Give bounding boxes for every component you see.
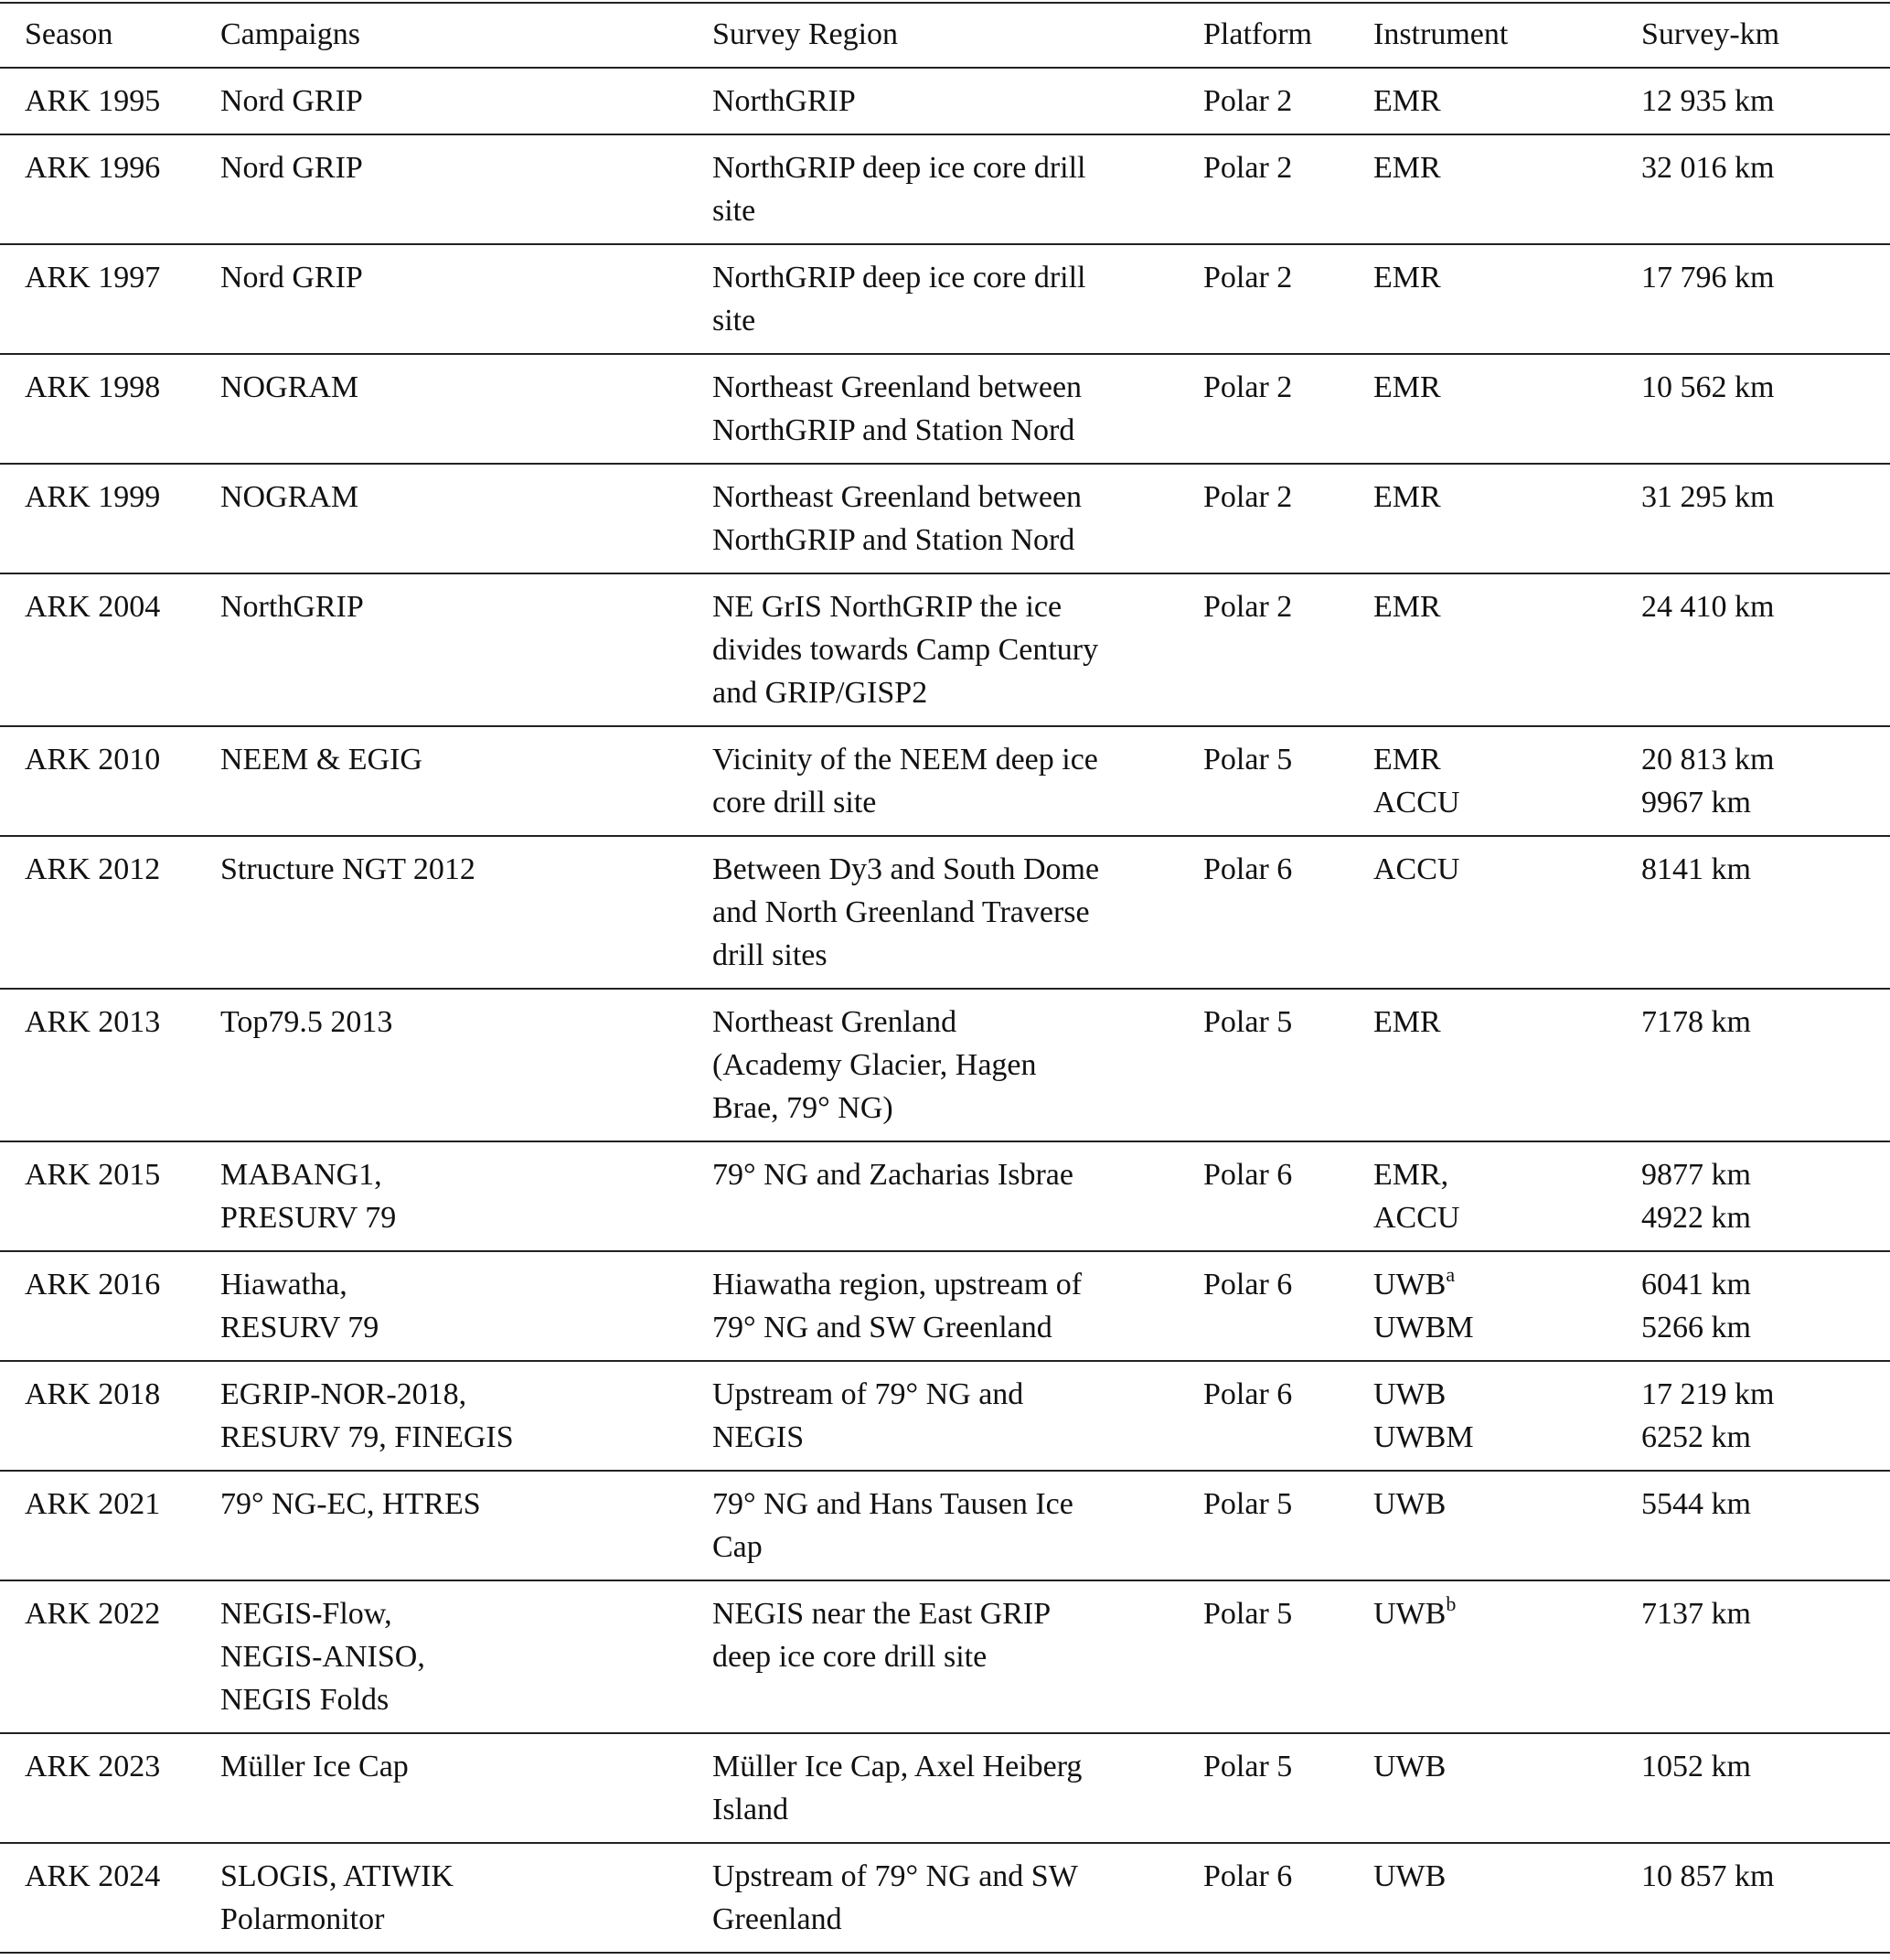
region-line: and GRIP/GISP2 <box>712 676 928 710</box>
campaign-line: PRESURV 79 <box>220 1201 397 1235</box>
instrument-line <box>1373 738 1641 781</box>
instrument-line <box>1373 1416 1641 1459</box>
instrument-cell <box>1373 134 1641 244</box>
table-row <box>0 1580 1890 1733</box>
instrument-cell <box>1373 244 1641 354</box>
campaigns-cell <box>220 1733 712 1843</box>
survey-km-cell <box>1641 134 1890 244</box>
campaigns-cell <box>220 1580 712 1733</box>
platform-cell: Polar 6 <box>1203 852 1293 886</box>
table-body <box>0 68 1890 1953</box>
instrument-name: ACCU <box>1373 852 1460 886</box>
instrument-name: EMR <box>1373 261 1441 295</box>
header-survey-km: Survey-km <box>1641 17 1780 51</box>
campaigns-cell <box>220 1251 712 1361</box>
survey-campaigns-table <box>0 2 1890 1954</box>
survey-km-cell <box>1641 573 1890 726</box>
survey-km-line: 31 295 km <box>1641 480 1775 514</box>
survey-km-line: 10 562 km <box>1641 370 1775 404</box>
season-cell: ARK 1996 <box>25 151 161 185</box>
header-survey-region: Survey Region <box>712 17 899 51</box>
campaigns-cell <box>220 134 712 244</box>
survey-km-line: 5266 km <box>1641 1311 1751 1344</box>
instrument-name: ACCU <box>1373 1201 1460 1235</box>
instrument-cell <box>1373 1733 1641 1843</box>
campaigns-cell <box>220 1141 712 1251</box>
region-line: Vicinity of the NEEM deep ice <box>712 743 1098 777</box>
table-row <box>0 354 1890 464</box>
platform-cell: Polar 2 <box>1203 590 1293 624</box>
instrument-line <box>1373 1483 1641 1526</box>
campaigns-cell <box>220 1471 712 1580</box>
survey-km-line: 7178 km <box>1641 1005 1751 1039</box>
survey-km-line: 9967 km <box>1641 786 1751 819</box>
instrument-line <box>1373 1001 1641 1044</box>
instrument-name: UWB <box>1373 1597 1447 1631</box>
survey-km-line: 8141 km <box>1641 852 1751 886</box>
region-line: NE GrIS NorthGRIP the ice <box>712 590 1062 624</box>
instrument-line <box>1373 1745 1641 1788</box>
platform-cell: Polar 6 <box>1203 1158 1293 1192</box>
survey-region-cell <box>712 989 1203 1141</box>
campaign-line: Top79.5 2013 <box>220 1005 393 1039</box>
survey-km-cell <box>1641 68 1890 134</box>
platform-cell: Polar 5 <box>1203 1597 1293 1631</box>
instrument-cell <box>1373 1361 1641 1471</box>
region-line: 79° NG and Hans Tausen Ice <box>712 1487 1073 1521</box>
campaign-line: NOGRAM <box>220 480 359 514</box>
survey-region-cell <box>712 134 1203 244</box>
campaigns-cell <box>220 989 712 1141</box>
platform-cell: Polar 2 <box>1203 151 1293 185</box>
survey-region-cell <box>712 354 1203 464</box>
instrument-line <box>1373 1855 1641 1898</box>
header-row <box>0 3 1890 68</box>
survey-km-line: 12 935 km <box>1641 84 1775 118</box>
survey-km-cell <box>1641 1580 1890 1733</box>
instrument-line <box>1373 781 1641 824</box>
season-cell: ARK 1998 <box>25 370 161 404</box>
survey-km-line: 17 219 km <box>1641 1377 1775 1411</box>
region-line: core drill site <box>712 786 877 819</box>
campaign-line: Müller Ice Cap <box>220 1750 409 1783</box>
region-line: NEGIS near the East GRIP <box>712 1597 1052 1631</box>
survey-km-cell <box>1641 1843 1890 1953</box>
region-line: Northeast Greenland between <box>712 370 1083 404</box>
region-line: 79° NG and SW Greenland <box>712 1311 1052 1344</box>
instrument-line <box>1373 80 1641 123</box>
instrument-cell <box>1373 836 1641 989</box>
campaign-line: RESURV 79 <box>220 1311 379 1344</box>
survey-region-cell <box>712 464 1203 573</box>
instrument-cell <box>1373 573 1641 726</box>
region-line: NorthGRIP deep ice core drill <box>712 261 1086 295</box>
region-line: NorthGRIP deep ice core drill <box>712 151 1086 185</box>
survey-km-line: 10 857 km <box>1641 1859 1775 1893</box>
survey-region-cell <box>712 573 1203 726</box>
region-line: Northeast Greenland between <box>712 480 1083 514</box>
survey-region-cell <box>712 836 1203 989</box>
instrument-name: UWB <box>1373 1268 1447 1301</box>
instrument-line <box>1373 1263 1641 1306</box>
season-cell: ARK 2023 <box>25 1750 161 1783</box>
instrument-name: UWB <box>1373 1750 1447 1783</box>
region-line: site <box>712 304 756 337</box>
platform-cell: Polar 5 <box>1203 1005 1293 1039</box>
table-row <box>0 836 1890 989</box>
instrument-line <box>1373 585 1641 628</box>
region-line: Upstream of 79° NG and <box>712 1377 1024 1411</box>
season-cell: ARK 1997 <box>25 261 161 295</box>
survey-km-cell <box>1641 989 1890 1141</box>
campaign-line: NorthGRIP <box>220 590 364 624</box>
season-cell: ARK 1999 <box>25 480 161 514</box>
table-row <box>0 68 1890 134</box>
campaign-line: SLOGIS, ATIWIK <box>220 1859 454 1893</box>
campaign-line: RESURV 79, FINEGIS <box>220 1420 514 1454</box>
instrument-line <box>1373 1153 1641 1196</box>
survey-km-line: 5544 km <box>1641 1487 1751 1521</box>
region-line: Between Dy3 and South Dome <box>712 852 1100 886</box>
instrument-line <box>1373 1373 1641 1416</box>
survey-km-cell <box>1641 836 1890 989</box>
survey-region-cell <box>712 68 1203 134</box>
table-row <box>0 1141 1890 1251</box>
survey-km-cell <box>1641 354 1890 464</box>
instrument-line <box>1373 366 1641 409</box>
survey-km-cell <box>1641 1361 1890 1471</box>
campaigns-cell <box>220 354 712 464</box>
season-cell: ARK 2021 <box>25 1487 161 1521</box>
footnote-marker: a <box>1446 1263 1456 1286</box>
survey-km-line: 24 410 km <box>1641 590 1775 624</box>
season-cell: ARK 2015 <box>25 1158 161 1192</box>
header-platform: Platform <box>1203 17 1312 51</box>
instrument-line <box>1373 1196 1641 1239</box>
survey-region-cell <box>712 726 1203 836</box>
footnote-marker: b <box>1446 1592 1457 1615</box>
survey-km-cell <box>1641 244 1890 354</box>
platform-cell: Polar 2 <box>1203 370 1293 404</box>
instrument-line <box>1373 848 1641 891</box>
campaigns-cell <box>220 836 712 989</box>
region-line: Brae, 79° NG) <box>712 1091 893 1125</box>
region-line: Hiawatha region, upstream of <box>712 1268 1083 1301</box>
region-line: Greenland <box>712 1902 842 1936</box>
platform-cell: Polar 6 <box>1203 1268 1293 1301</box>
header-campaigns: Campaigns <box>220 17 360 51</box>
instrument-cell <box>1373 68 1641 134</box>
survey-km-cell <box>1641 464 1890 573</box>
instrument-name: UWB <box>1373 1859 1447 1893</box>
table-row <box>0 726 1890 836</box>
instrument-name: UWBM <box>1373 1311 1474 1344</box>
instrument-line <box>1373 1306 1641 1349</box>
table-row <box>0 244 1890 354</box>
survey-km-line: 1052 km <box>1641 1750 1751 1783</box>
season-cell: ARK 2022 <box>25 1597 161 1631</box>
campaign-line: NEEM & EGIG <box>220 743 422 777</box>
campaign-line: Nord GRIP <box>220 151 363 185</box>
instrument-cell <box>1373 1843 1641 1953</box>
header-season: Season <box>25 17 113 51</box>
survey-km-cell <box>1641 1141 1890 1251</box>
survey-region-cell <box>712 1843 1203 1953</box>
season-cell: ARK 2004 <box>25 590 161 624</box>
platform-cell: Polar 2 <box>1203 261 1293 295</box>
survey-region-cell <box>712 1361 1203 1471</box>
survey-region-cell <box>712 1733 1203 1843</box>
platform-cell: Polar 2 <box>1203 84 1293 118</box>
region-line: Müller Ice Cap, Axel Heiberg <box>712 1750 1083 1783</box>
region-line: (Academy Glacier, Hagen <box>712 1048 1037 1082</box>
survey-km-line: 7137 km <box>1641 1597 1751 1631</box>
instrument-name: EMR <box>1373 743 1441 777</box>
instrument-cell <box>1373 726 1641 836</box>
instrument-name: UWBM <box>1373 1420 1474 1454</box>
campaign-line: EGRIP-NOR-2018, <box>220 1377 467 1411</box>
header-instrument: Instrument <box>1373 17 1509 51</box>
survey-km-line: 6252 km <box>1641 1420 1751 1454</box>
instrument-name: EMR, <box>1373 1158 1449 1192</box>
instrument-cell <box>1373 1251 1641 1361</box>
campaign-line: Hiawatha, <box>220 1268 347 1301</box>
table-header <box>0 3 1890 68</box>
platform-cell: Polar 5 <box>1203 1750 1293 1783</box>
survey-km-line: 20 813 km <box>1641 743 1775 777</box>
survey-km-line: 6041 km <box>1641 1268 1751 1301</box>
region-line: 79° NG and Zacharias Isbrae <box>712 1158 1073 1192</box>
region-line: site <box>712 194 756 228</box>
instrument-line <box>1373 256 1641 299</box>
instrument-line <box>1373 1592 1641 1635</box>
instrument-name: EMR <box>1373 151 1441 185</box>
survey-km-cell <box>1641 1471 1890 1580</box>
campaign-line: Structure NGT 2012 <box>220 852 475 886</box>
campaign-line: NOGRAM <box>220 370 359 404</box>
region-line: and North Greenland Traverse <box>712 895 1090 929</box>
survey-km-line: 32 016 km <box>1641 151 1775 185</box>
survey-km-cell <box>1641 726 1890 836</box>
instrument-cell <box>1373 1471 1641 1580</box>
campaigns-cell <box>220 464 712 573</box>
table-row <box>0 464 1890 573</box>
instrument-cell <box>1373 1141 1641 1251</box>
survey-region-cell <box>712 1471 1203 1580</box>
survey-km-line: 17 796 km <box>1641 261 1775 295</box>
campaigns-cell <box>220 244 712 354</box>
campaign-line: Nord GRIP <box>220 261 363 295</box>
region-line: divides towards Camp Century <box>712 633 1099 667</box>
table-row <box>0 1361 1890 1471</box>
instrument-name: UWB <box>1373 1487 1447 1521</box>
campaign-line: Polarmonitor <box>220 1902 385 1936</box>
region-line: NorthGRIP and Station Nord <box>712 413 1075 447</box>
survey-region-cell <box>712 1141 1203 1251</box>
survey-region-cell <box>712 1251 1203 1361</box>
region-line: NorthGRIP and Station Nord <box>712 523 1075 557</box>
table-row <box>0 1843 1890 1953</box>
table-row <box>0 134 1890 244</box>
campaigns-cell <box>220 573 712 726</box>
campaigns-cell <box>220 68 712 134</box>
campaign-line: Nord GRIP <box>220 84 363 118</box>
instrument-cell <box>1373 989 1641 1141</box>
campaign-line: 79° NG-EC, HTRES <box>220 1487 481 1521</box>
campaign-line: NEGIS-Flow, <box>220 1597 392 1631</box>
region-line: drill sites <box>712 938 828 972</box>
region-line: NorthGRIP <box>712 84 856 118</box>
instrument-name: ACCU <box>1373 786 1460 819</box>
campaign-line: NEGIS Folds <box>220 1683 390 1717</box>
instrument-name: EMR <box>1373 84 1441 118</box>
instrument-line <box>1373 146 1641 189</box>
campaigns-cell <box>220 1843 712 1953</box>
instrument-name: EMR <box>1373 370 1441 404</box>
platform-cell: Polar 6 <box>1203 1859 1293 1893</box>
campaigns-cell <box>220 726 712 836</box>
season-cell: ARK 2013 <box>25 1005 161 1039</box>
survey-region-cell <box>712 244 1203 354</box>
instrument-name: EMR <box>1373 1005 1441 1039</box>
survey-km-cell <box>1641 1251 1890 1361</box>
table-row <box>0 1471 1890 1580</box>
platform-cell: Polar 5 <box>1203 743 1293 777</box>
campaign-line: MABANG1, <box>220 1158 382 1192</box>
season-cell: ARK 2018 <box>25 1377 161 1411</box>
region-line: deep ice core drill site <box>712 1640 988 1674</box>
survey-km-line: 9877 km <box>1641 1158 1751 1192</box>
platform-cell: Polar 5 <box>1203 1487 1293 1521</box>
region-line: NEGIS <box>712 1420 805 1454</box>
platform-cell: Polar 2 <box>1203 480 1293 514</box>
instrument-cell <box>1373 354 1641 464</box>
instrument-name: UWB <box>1373 1377 1447 1411</box>
instrument-name: EMR <box>1373 590 1441 624</box>
table-row <box>0 573 1890 726</box>
season-cell: ARK 1995 <box>25 84 161 118</box>
region-line: Island <box>712 1793 789 1826</box>
campaign-line: NEGIS-ANISO, <box>220 1640 425 1674</box>
region-line: Cap <box>712 1530 763 1564</box>
table-row <box>0 1733 1890 1843</box>
region-line: Northeast Grenland <box>712 1005 957 1039</box>
season-cell: ARK 2012 <box>25 852 161 886</box>
instrument-name: EMR <box>1373 480 1441 514</box>
survey-km-line: 4922 km <box>1641 1201 1751 1235</box>
instrument-cell <box>1373 1580 1641 1733</box>
platform-cell: Polar 6 <box>1203 1377 1293 1411</box>
table-row <box>0 989 1890 1141</box>
instrument-line <box>1373 476 1641 519</box>
instrument-cell <box>1373 464 1641 573</box>
campaigns-cell <box>220 1361 712 1471</box>
region-line: Upstream of 79° NG and SW <box>712 1859 1078 1893</box>
season-cell: ARK 2010 <box>25 743 161 777</box>
season-cell: ARK 2016 <box>25 1268 161 1301</box>
survey-region-cell <box>712 1580 1203 1733</box>
survey-km-cell <box>1641 1733 1890 1843</box>
season-cell: ARK 2024 <box>25 1859 161 1893</box>
table-row <box>0 1251 1890 1361</box>
